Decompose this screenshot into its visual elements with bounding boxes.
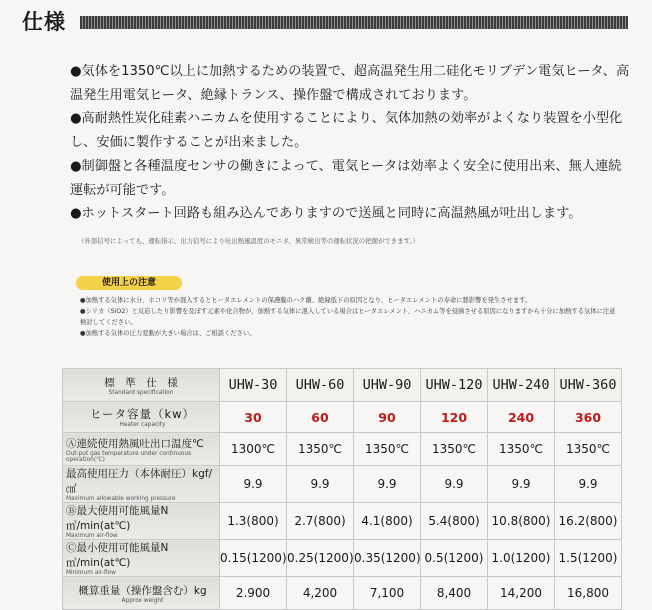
table-cell: 16.2(800) bbox=[555, 503, 622, 540]
table-cell: 9.9 bbox=[488, 466, 555, 503]
table-cell: 30 bbox=[220, 402, 287, 433]
spec-header-label: 標 準 仕 様 Standard specification bbox=[63, 369, 220, 402]
table-cell: 90 bbox=[354, 402, 421, 433]
table-cell: 2.7(800) bbox=[287, 503, 354, 540]
table-cell: 9.9 bbox=[421, 466, 488, 503]
table-cell: 2.900 bbox=[220, 577, 287, 610]
model-name: UHW-60 bbox=[287, 369, 354, 402]
table-cell: 9.9 bbox=[555, 466, 622, 503]
table-row bbox=[63, 433, 622, 466]
feature-item: ●高耐熱性炭化硅素ハニカムを使用することにより、気体加熱の効率がよくなり装置を小型化し、安価に製作することが出来ました。 bbox=[70, 111, 623, 151]
spec-table bbox=[62, 368, 622, 610]
row-label: 最高使用圧力（本体耐圧）kgf/㎠ Maximum allowable working pressure bbox=[63, 466, 220, 503]
row-label: Ⓒ最小使用可能風量N㎥/min(at℃) Minimum air-flow bbox=[63, 540, 220, 577]
model-name: UHW-360 bbox=[555, 369, 622, 402]
table-cell: 4,200 bbox=[287, 577, 354, 610]
model-name: UHW-240 bbox=[488, 369, 555, 402]
table-cell: 240 bbox=[488, 402, 555, 433]
table-cell: 1350℃ bbox=[421, 433, 488, 466]
caution-item: ●加熱する気体に水分、ホコリ等が混入するとヒータエレメントの保護膜のハク離、絶縁低下の原因となり、ヒータエレメントの寿命に悪影響を発生させます。 bbox=[80, 297, 532, 304]
table-row bbox=[63, 577, 622, 610]
table-cell: 0.15(1200) bbox=[220, 540, 287, 577]
table-cell: 1350℃ bbox=[354, 433, 421, 466]
table-cell: 16,800 bbox=[555, 577, 622, 610]
row-label: Ⓑ最大使用可能風量N㎥/min(at℃) Maximum air-flow bbox=[63, 503, 220, 540]
feature-item: ●気体を1350℃以上に加熱するための装置で、超高温発生用二硅化モリブデン電気ヒータ、高温発生用電気ヒータ、絶縁トランス、操作盤で構成されております。 bbox=[70, 64, 630, 103]
table-cell: 60 bbox=[287, 402, 354, 433]
feature-list bbox=[70, 60, 630, 226]
caution-item: ●加熱する気体の圧力変動が大きい場合は、ご相談ください。 bbox=[80, 330, 256, 337]
table-cell: 1.3(800) bbox=[220, 503, 287, 540]
table-cell: 0.35(1200) bbox=[354, 540, 421, 577]
spec-header-row bbox=[63, 369, 622, 402]
table-cell: 4.1(800) bbox=[354, 503, 421, 540]
table-cell: 9.9 bbox=[354, 466, 421, 503]
table-row bbox=[63, 466, 622, 503]
table-cell: 1350℃ bbox=[555, 433, 622, 466]
table-cell: 0.25(1200) bbox=[287, 540, 354, 577]
row-label: 概算重量（操作盤含む）kg Approx weight bbox=[63, 577, 220, 610]
table-cell: 7,100 bbox=[354, 577, 421, 610]
table-cell: 1350℃ bbox=[287, 433, 354, 466]
table-cell: 9.9 bbox=[220, 466, 287, 503]
table-row bbox=[63, 540, 622, 577]
model-name: UHW-90 bbox=[354, 369, 421, 402]
table-cell: 5.4(800) bbox=[421, 503, 488, 540]
external-signal-note: （外部信号によっても、運転指示、出力信号により吐出熱風温度のモニタ、異常検出等の運転状況の把握ができます。） bbox=[78, 237, 419, 245]
table-row bbox=[63, 402, 622, 433]
table-cell: 9.9 bbox=[287, 466, 354, 503]
feature-item: ●制御盤と各種温度センサの働きによって、電気ヒータは効率よく安全に使用出来、無人連続運転が可能です。 bbox=[70, 158, 622, 198]
table-row bbox=[63, 503, 622, 540]
table-cell: 14,200 bbox=[488, 577, 555, 610]
model-name: UHW-30 bbox=[220, 369, 287, 402]
section-title: 仕様 bbox=[22, 10, 66, 34]
table-cell: 1.5(1200) bbox=[555, 540, 622, 577]
row-label: Ⓐ連続使用熱風吐出口温度℃ Out-put gas temperature under continuous operation(℃) bbox=[63, 433, 220, 466]
caution-item: ●シリカ（SiO2）と反応したり影響を及ぼす元素や化合物が、加熱する気体に混入している場合はヒータエレメント、ハニカム等を侵蝕させる原因になりますから十分に加熱する気体に注意検討してください。 bbox=[80, 308, 616, 326]
caution-list bbox=[80, 295, 620, 339]
table-cell: 120 bbox=[421, 402, 488, 433]
row-label: ヒータ容量（kw） Heater capacity bbox=[63, 402, 220, 433]
table-cell: 1.0(1200) bbox=[488, 540, 555, 577]
table-cell: 10.8(800) bbox=[488, 503, 555, 540]
table-cell: 8,400 bbox=[421, 577, 488, 610]
table-cell: 1350℃ bbox=[488, 433, 555, 466]
model-name: UHW-120 bbox=[421, 369, 488, 402]
table-cell: 0.5(1200) bbox=[421, 540, 488, 577]
feature-item: ●ホットスタート回路も組み込んでありますので送風と同時に高温熱風が吐出します。 bbox=[70, 206, 582, 222]
title-decoration-bar bbox=[80, 16, 628, 29]
table-cell: 1300℃ bbox=[220, 433, 287, 466]
caution-badge: 使用上の注意 bbox=[76, 276, 182, 290]
table-cell: 360 bbox=[555, 402, 622, 433]
